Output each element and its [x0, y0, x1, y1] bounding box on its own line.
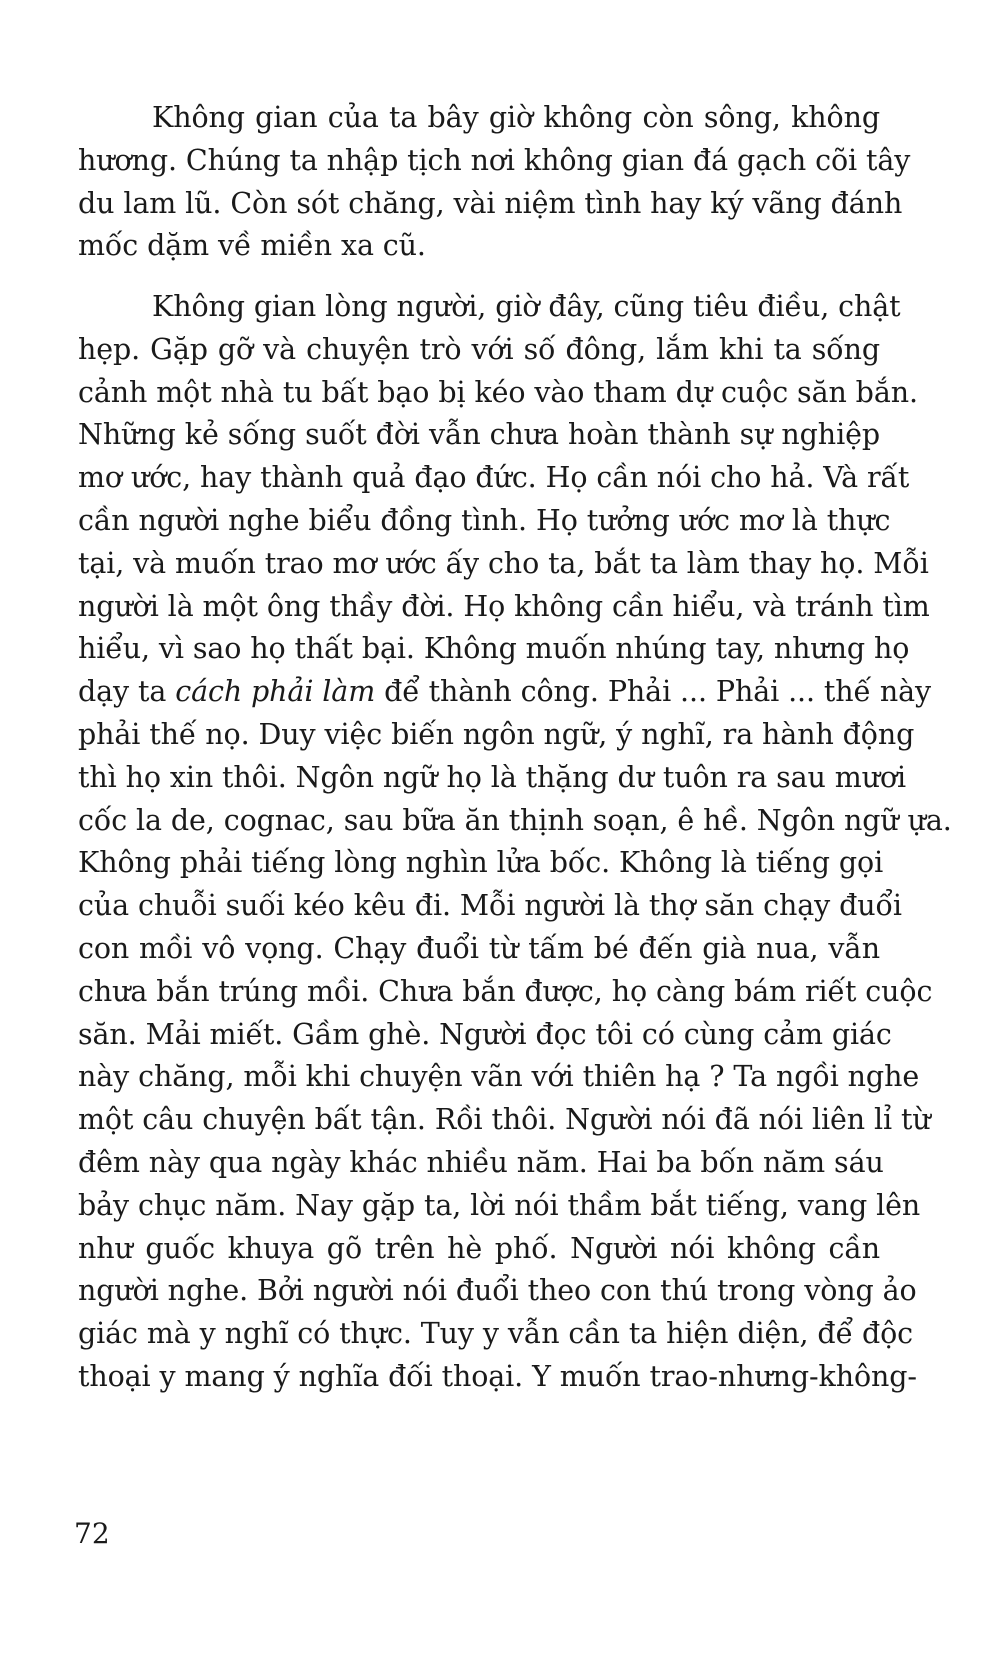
- text-line: săn. Mải miết. Gầm ghè. Người đọc tôi có cùng cảm giác: [78, 1017, 892, 1051]
- paragraph-1: [78, 97, 911, 268]
- text-line: thoại y mang ý nghĩa đối thoại. Y muốn trao-nhưng-không-: [78, 1359, 917, 1393]
- text-line: con mồi vô vọng. Chạy đuổi từ tấm bé đến già nua, vẫn: [78, 931, 880, 965]
- text-line: du lam lũ. Còn sót chăng, vài niệm tình hay ký vãng đánh: [78, 186, 903, 220]
- text-line: Những kẻ sống suốt đời vẫn chưa hoàn thành sự nghiệp: [78, 418, 880, 452]
- text-line-italic: [78, 671, 932, 714]
- text-line: như guốc khuya gõ trên hè phố. Người nói không cần: [78, 1231, 880, 1265]
- text-line: Không phải tiếng lòng nghìn lửa bốc. Không là tiếng gọi: [78, 846, 884, 880]
- text-line: Không gian của ta bây giờ không còn sông, không: [152, 101, 880, 134]
- text-line: hương. Chúng ta nhập tịch nơi không gian đá gạch cõi tây: [78, 143, 911, 177]
- text-line: phải thế nọ. Duy việc biến ngôn ngữ, ý nghĩ, ra hành động: [78, 717, 915, 751]
- text-line: của chuỗi suối kéo kêu đi. Mỗi người là thợ săn chạy đuổi: [78, 889, 902, 923]
- text-line: thì họ xin thôi. Ngôn ngữ họ là thặng dư tuôn ra sau mươi: [78, 760, 907, 794]
- text-line: bảy chục năm. Nay gặp ta, lời nói thầm bắt tiếng, vang lên: [78, 1188, 921, 1222]
- text-line: người nghe. Bởi người nói đuổi theo con thú trong vòng ảo: [78, 1274, 917, 1308]
- text-line: này chăng, mỗi khi chuyện vãn với thiên hạ ? Ta ngồi nghe: [78, 1060, 920, 1094]
- text-line: đêm này qua ngày khác nhiều năm. Hai ba bốn năm sáu: [78, 1145, 884, 1179]
- text-line: cốc la de, cognac, sau bữa ăn thịnh soạn, ê hề. Ngôn ngữ ựa.: [78, 803, 952, 837]
- text-line: giác mà y nghĩ có thực. Tuy y vẫn cần ta hiện diện, để độc: [78, 1317, 914, 1351]
- text-line: hẹp. Gặp gỡ và chuyện trò với số đông, lắm khi ta sống: [78, 332, 880, 366]
- page-number: 72: [74, 1517, 110, 1550]
- text-line: người là một ông thầy đời. Họ không cần hiểu, và tránh tìm: [78, 589, 930, 623]
- text-line: mơ ước, hay thành quả đạo đức. Họ cần nói cho hả. Và rất: [78, 461, 910, 495]
- italic-phrase: cách phải làm: [175, 675, 376, 709]
- paragraph-2: [78, 286, 952, 1399]
- text-segment: dạy ta: [78, 675, 176, 709]
- text-line: hiểu, vì sao họ thất bại. Không muốn nhúng tay, nhưng họ: [78, 632, 910, 666]
- text-line: chưa bắn trúng mồi. Chưa bắn được, họ càng bám riết cuộc: [78, 974, 933, 1008]
- text-line: tại, và muốn trao mơ ước ấy cho ta, bắt ta làm thay họ. Mỗi: [78, 546, 929, 580]
- text-segment: để thành công. Phải ... Phải ... thế này: [375, 675, 932, 709]
- text-line: cần người nghe biểu đồng tình. Họ tưởng ước mơ là thực: [78, 503, 891, 537]
- text-line: mốc dặm về miền xa cũ.: [78, 229, 426, 263]
- text-line: Không gian lòng người, giờ đây, cũng tiêu điều, chật: [152, 290, 901, 323]
- text-line: cảnh một nhà tu bất bạo bị kéo vào tham dự cuộc săn bắn.: [78, 375, 918, 409]
- text-line: một câu chuyện bất tận. Rồi thôi. Người nói đã nói liên lỉ từ: [78, 1103, 931, 1137]
